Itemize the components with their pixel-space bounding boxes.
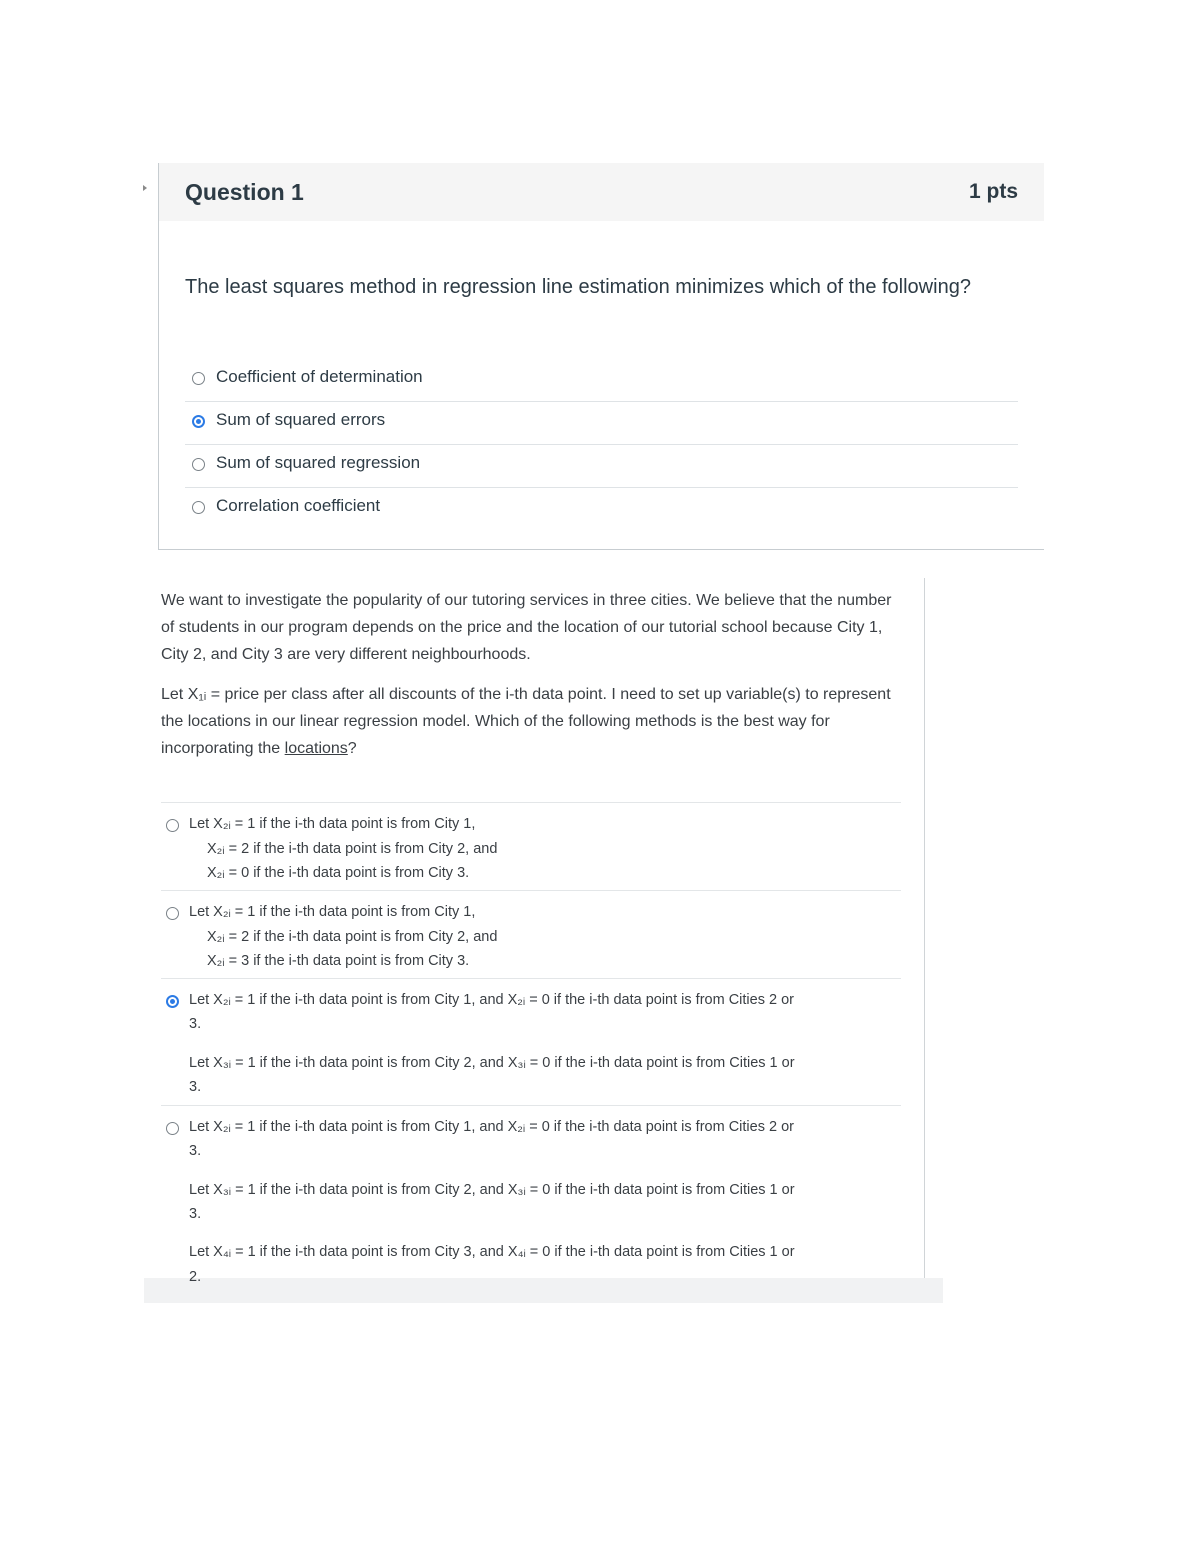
prompt-text: Let X₁ᵢ = price per class after all discounts of the i-th data point. I need to set up variable(s) to represent the locations in our linear regression model. Which of the following methods is the best way for incorporating the xyxy=(161,686,891,757)
option-line: 3. xyxy=(189,1079,202,1095)
question-header xyxy=(159,163,1044,221)
option-line: Let X₄ᵢ = 1 if the i-th data point is from City 3, and X₄ᵢ = 0 if the i-th data point is from Cities 1 or xyxy=(189,1244,795,1260)
answer-option[interactable] xyxy=(161,1106,901,1316)
question-prompt xyxy=(161,681,906,762)
radio-button[interactable] xyxy=(192,458,205,471)
option-line: 3. xyxy=(189,1206,202,1222)
question-text: The least squares method in regression line estimation minimizes which of the following? xyxy=(185,276,971,298)
answer-label: Coefficient of determination xyxy=(216,367,423,386)
radio-button[interactable] xyxy=(166,907,179,920)
answer-label: Sum of squared regression xyxy=(216,453,421,472)
radio-button[interactable] xyxy=(166,819,179,832)
option-line: X₂ᵢ = 3 if the i-th data point is from City 3. xyxy=(207,953,470,969)
question-points: 1 pts xyxy=(968,180,1018,203)
radio-button[interactable] xyxy=(192,501,205,514)
option-line: 2. xyxy=(189,1269,202,1285)
radio-button-selected[interactable] xyxy=(166,995,179,1008)
question-1-card xyxy=(158,163,1044,550)
question-marker-icon xyxy=(143,185,147,191)
radio-button[interactable] xyxy=(192,372,205,385)
answer-option[interactable] xyxy=(185,488,1018,531)
answer-option[interactable] xyxy=(161,979,901,1106)
option-line: Let X₂ᵢ = 1 if the i-th data point is from City 1, xyxy=(189,904,476,920)
option-line: X₂ᵢ = 0 if the i-th data point is from City 3. xyxy=(207,865,470,881)
answer-option[interactable] xyxy=(185,445,1018,488)
option-line: Let X₃ᵢ = 1 if the i-th data point is from City 2, and X₃ᵢ = 0 if the i-th data point is from Cities 1 or xyxy=(189,1055,795,1071)
option-line: X₂ᵢ = 2 if the i-th data point is from City 2, and xyxy=(207,929,498,945)
option-line: Let X₂ᵢ = 1 if the i-th data point is from City 1, and X₂ᵢ = 0 if the i-th data point is from Cities 2 or xyxy=(189,992,794,1008)
radio-button[interactable] xyxy=(166,1122,179,1135)
option-line: X₂ᵢ = 2 if the i-th data point is from City 2, and xyxy=(207,841,498,857)
answer-list xyxy=(185,359,1018,531)
radio-button-selected[interactable] xyxy=(192,415,205,428)
option-line: 3. xyxy=(189,1143,202,1159)
option-line: 3. xyxy=(189,1016,202,1032)
question-title: Question 1 xyxy=(185,179,304,205)
answer-label: Sum of squared errors xyxy=(216,410,386,429)
answer-option[interactable] xyxy=(185,402,1018,445)
locations-link[interactable]: locations xyxy=(284,740,348,757)
answer-option[interactable] xyxy=(161,803,901,891)
option-line: Let X₂ᵢ = 1 if the i-th data point is from City 1, and X₂ᵢ = 0 if the i-th data point is from Cities 2 or xyxy=(189,1119,794,1135)
option-line: Let X₂ᵢ = 1 if the i-th data point is from City 1, xyxy=(189,816,476,832)
question-context: We want to investigate the popularity of our tutoring services in three cities. We believe that the number of students in our program depends on the price and the location of our tutorial school because City 1, City 2, and City 3 are very different neighbourhoods. xyxy=(161,592,892,663)
answer-option[interactable] xyxy=(161,891,901,979)
prompt-end: ? xyxy=(347,740,357,757)
answer-list xyxy=(161,802,901,1316)
answer-label: Correlation coefficient xyxy=(216,496,381,515)
option-line: Let X₃ᵢ = 1 if the i-th data point is from City 2, and X₃ᵢ = 0 if the i-th data point is from Cities 1 or xyxy=(189,1182,795,1198)
question-2-block xyxy=(144,578,943,1303)
answer-option[interactable] xyxy=(185,359,1018,402)
divider xyxy=(924,578,925,1303)
